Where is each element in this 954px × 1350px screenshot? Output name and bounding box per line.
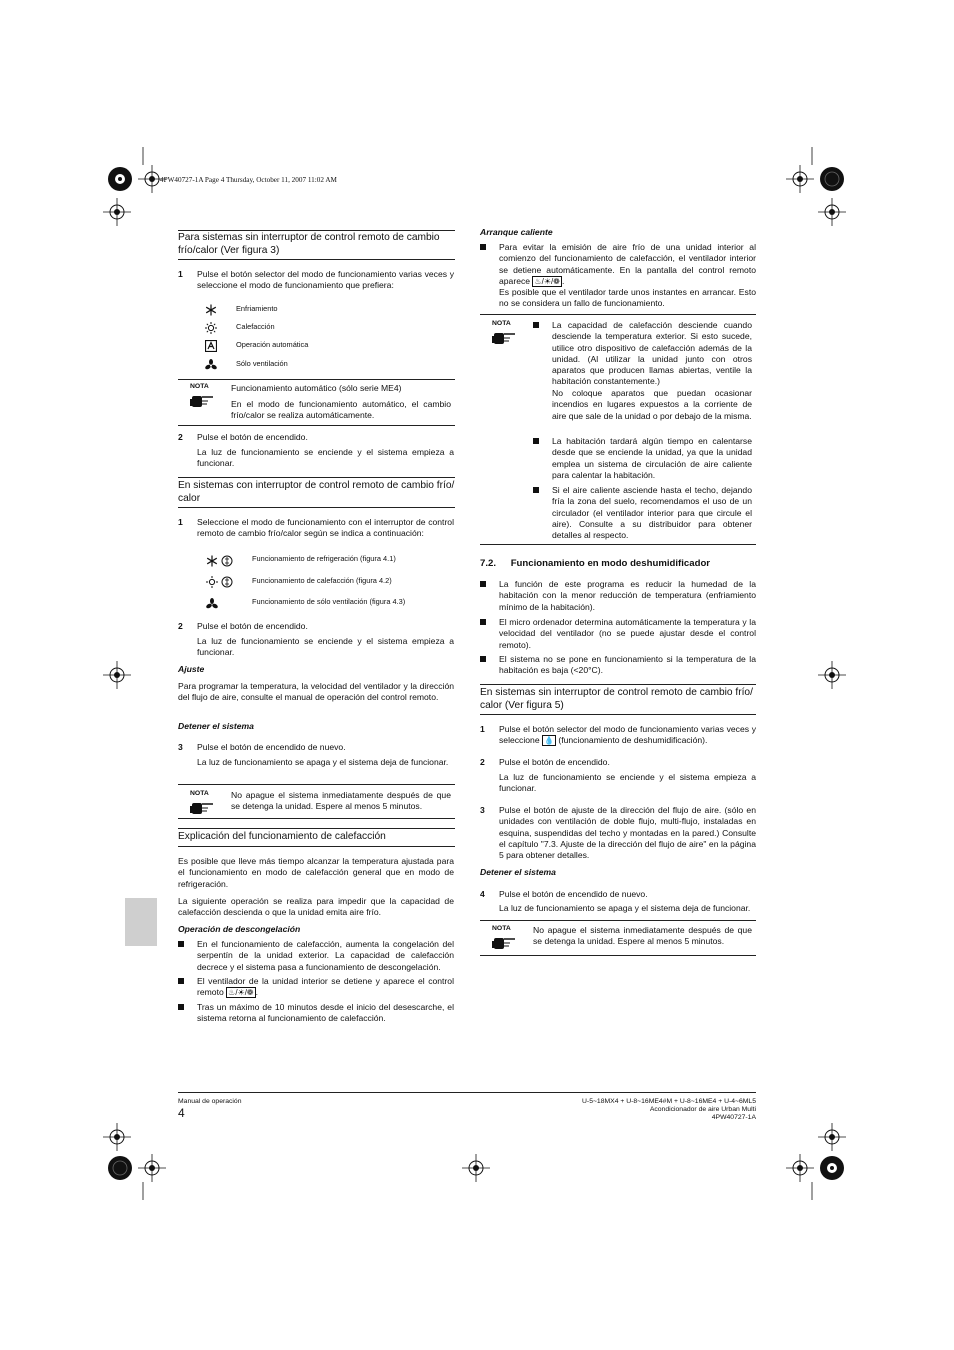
bullet-text-span: Es posible que el ventilador tarde unos instantes en arrancar. Esto no se considera un fallo de funcionamiento. (499, 287, 756, 309)
descongelacion-title: Operación de descongelación (178, 924, 301, 934)
mode-label: Operación automática (236, 340, 309, 349)
nota-label: NOTA (492, 320, 511, 327)
step-text: Pulse el botón selector del modo de funcionamiento varias veces y seleccione el modo de funcionamiento que prefiera: (197, 269, 454, 291)
section-heading-calefaccion: Explicación del funcionamiento de calefacción (178, 831, 386, 842)
auto-icon (205, 340, 217, 352)
remote-display-icon: ♨/☀/❁ (228, 988, 254, 998)
step-subtext: La luz de funcionamiento se apaga y el sistema deja de funcionar. (197, 757, 449, 767)
detener-title: Detener el sistema (178, 721, 254, 731)
step-number: 3 (178, 742, 183, 752)
step-number: 2 (178, 621, 183, 631)
nota-title: Funcionamiento automático (sólo serie ME4) (231, 383, 402, 393)
mode-label: Funcionamiento de calefacción (figura 4.2) (252, 576, 392, 585)
section-title: Funcionamiento en modo deshumidificador (510, 558, 711, 569)
nota-text: No apague el sistema inmediatamente después de que se detenga la unidad. Espere al menos 5 minutos. (231, 790, 451, 812)
nota-label: NOTA (190, 383, 209, 390)
bullet-text-span: El ventilador de la unidad interior se detiene y aparece el control remoto (197, 976, 454, 998)
step-number: 1 (178, 517, 183, 527)
hand-pointer-icon (492, 935, 516, 951)
fan-speed-icon (221, 576, 233, 588)
bullet (178, 941, 184, 947)
mode-label: Funcionamiento de sólo ventilación (figura 4.3) (252, 597, 406, 606)
bullet (533, 487, 539, 493)
bullet (178, 978, 184, 984)
bullet (480, 581, 486, 587)
ajuste-text: Para programar la temperatura, la velocidad del ventilador y la dirección del flujo de aire, consulte el manual de operación del control remoto. (178, 681, 454, 703)
hand-pointer-icon (492, 330, 516, 346)
step-text: Pulse el botón de encendido. (499, 757, 610, 767)
step-text: Seleccione el modo de funcionamiento con el interruptor de control remoto de cambio frío/calor según se indica a continuación: (197, 517, 454, 539)
bullet-text: La función de este programa es reducir la humedad de la habitación con la menor reducción de temperatura (enfriamiento mínimo de la habitación). (499, 579, 756, 612)
step-text-span: Pulse el botón selector del modo de funcionamiento varias veces y seleccione (499, 724, 756, 746)
step-number: 3 (480, 805, 485, 815)
remote-display-icon: ♨/☀/❁ (534, 276, 560, 286)
page-header: 4PW40727-1A Page 4 Thursday, October 11, 2007 11:02 AM (160, 176, 337, 184)
bullet-text: Para evitar la emisión de aire frío de una unidad interior al comienzo del funcionamiento de calefacción, el ventilador interior se detiene automáticamente. En la pantalla del control remoto aparece ♨/☀/❁ . Es posible que el ventilador tarde unos instantes en arrancar. Esto no se considera un fallo de funcionamiento. (499, 242, 756, 309)
bullet-text: El micro ordenador determina automáticamente la temperatura y la velocidad del ventilador (no se puede ajustar desde el control remoto). (499, 617, 756, 650)
sun-icon (206, 576, 218, 588)
bullet (480, 619, 486, 625)
footer-page-number: 4 (178, 1106, 185, 1120)
nota-label: NOTA (492, 925, 511, 932)
section-heading-sin-interruptor: Para sistemas sin interruptor de control remoto de cambio frío/calor (Ver figura 3) (178, 232, 440, 256)
step-subtext: La luz de funcionamiento se enciende y el sistema empieza a funcionar. (499, 772, 756, 794)
step-number: 1 (480, 724, 485, 734)
nota-bullet-text: La habitación tardará algún tiempo en calentarse desde que se enciende la unidad, ya que la unidad emplea un sistema de circulación de aire caliente para calentar la habitación. (552, 436, 752, 480)
step-text: Pulse el botón de encendido de nuevo. (499, 889, 648, 899)
bullet (480, 244, 486, 250)
section-72-heading (480, 558, 710, 569)
mode-label: Funcionamiento de refrigeración (figura 4.1) (252, 554, 396, 563)
bullet-text: El sistema no se pone en funcionamiento si la temperatura de la habitación es baja (<20°C). (499, 654, 756, 676)
step-text: Pulse el botón de ajuste de la dirección del flujo de aire. (sólo en unidades con ventilación de doble flujo, multi-flujo, instaladas en esquina, suspendidas del techo y montadas en la pared.) Consulte el capítulo "7.3. Ajuste de la dirección del flujo de aire" en la página 5 para obtener detalles. (499, 805, 756, 861)
step-text: Pulse el botón de encendido. (197, 621, 308, 631)
step-subtext: La luz de funcionamiento se enciende y el sistema empieza a funcionar. (197, 447, 454, 469)
mode-label: Sólo ventilación (236, 359, 288, 368)
footer-manual: Manual de operación (178, 1098, 242, 1105)
step-text-span: (funcionamiento de deshumidificación). (558, 735, 708, 746)
step-number: 2 (480, 757, 485, 767)
sun-icon (205, 322, 217, 334)
step-text: Pulse el botón de encendido. (197, 432, 308, 442)
dehumidify-icon: 💧 (544, 736, 554, 746)
nota-label: NOTA (190, 790, 209, 797)
thumb-tab (125, 898, 157, 946)
section-number: 7.2. (480, 558, 497, 569)
bullet (178, 1004, 184, 1010)
fan-speed-icon (221, 555, 233, 567)
nota-bullet-text: La capacidad de calefacción desciende cuando desciende la temperatura exterior. Si esto sucede, utilice otro dispositivo de calefacción además de la unidad. (Al utilizar la unidad junto con otros aparatos que producen llamas abiertas, ventile la habitación constantemente.) (552, 320, 752, 387)
bullet-text: El ventilador de la unidad interior se detiene y aparece el control remoto ♨/☀/❁ . (197, 976, 454, 998)
hand-pointer-icon (190, 800, 214, 816)
snowflake-icon (206, 555, 218, 567)
mode-label: Enfriamiento (236, 304, 278, 313)
section-heading-sin-interruptor-2: En sistemas sin interruptor de control remoto de cambio frío/ calor (Ver figura 5) (480, 687, 753, 711)
paragraph: Es posible que lleve más tiempo alcanzar la temperatura ajustada para el funcionamiento en modo de calefacción general que en modo de refrigeración. (178, 856, 454, 889)
section-heading-con-interruptor: En sistemas con interruptor de control remoto de cambio frío/ calor (178, 480, 455, 504)
fan-icon (205, 359, 217, 371)
nota-text: En el modo de funcionamiento automático, el cambio frío/calor se realiza automáticamente. (231, 399, 451, 421)
detener-title: Detener el sistema (480, 867, 556, 877)
nota-bullet-text: Si el aire caliente asciende hasta el techo, dejando fría la zona del suelo, recomendamos el uso de un circulador (el ventilador interior para que circule el aire). Consulte a su distribuidor para obtener detalles al respecto. (552, 485, 752, 541)
bullet-text-span: Para evitar la emisión de aire frío de una unidad interior al comienzo del funcionamiento de calefacción, el ventilador interior se detiene automáticamente. En la pantalla del control remoto aparece (499, 242, 756, 286)
step-text (499, 724, 756, 747)
arranque-title: Arranque caliente (480, 227, 553, 237)
ajuste-title: Ajuste (178, 664, 205, 674)
step-subtext: La luz de funcionamiento se enciende y el sistema empieza a funcionar. (197, 636, 454, 658)
fan-icon (206, 598, 218, 610)
mode-label: Calefacción (236, 322, 275, 331)
step-number: 1 (178, 269, 183, 279)
bullet-text: En el funcionamiento de calefacción, aumenta la congelación del serpentín de la unidad exterior. La capacidad de calefacción decrece y el sistema pasa a funcionamiento de descongelación. (197, 939, 454, 972)
snowflake-icon (205, 304, 217, 316)
bullet (480, 656, 486, 662)
nota-bullet-text: No coloque aparatos que puedan ocasionar incendios en lugares expuestos a la corriente de aire que sale de la unidad o por debajo de la misma. (552, 388, 752, 421)
step-subtext: La luz de funcionamiento se apaga y el sistema deja de funcionar. (499, 903, 751, 913)
hand-pointer-icon (190, 393, 214, 409)
footer-product: Acondicionador de aire Urban Multi (649, 1106, 756, 1113)
bullet (533, 438, 539, 444)
footer-code: 4PW40727-1A (711, 1114, 756, 1121)
bullet (533, 322, 539, 328)
bullet-text: Tras un máximo de 10 minutos desde el inicio del desescarche, el sistema retorna al funcionamiento de calefacción. (197, 1002, 454, 1024)
step-number: 4 (480, 889, 485, 899)
step-text: Pulse el botón de encendido de nuevo. (197, 742, 346, 752)
footer-models: U-5~18MX4 + U-8~16ME4#M + U-8~16ME4 + U-4~6ML5 (582, 1098, 756, 1105)
nota-text: No apague el sistema inmediatamente después de que se detenga la unidad. Espere al menos 5 minutos. (533, 925, 752, 947)
step-number: 2 (178, 432, 183, 442)
paragraph: La siguiente operación se realiza para impedir que la capacidad de calefacción descienda o que la unidad emita aire frío. (178, 896, 454, 918)
